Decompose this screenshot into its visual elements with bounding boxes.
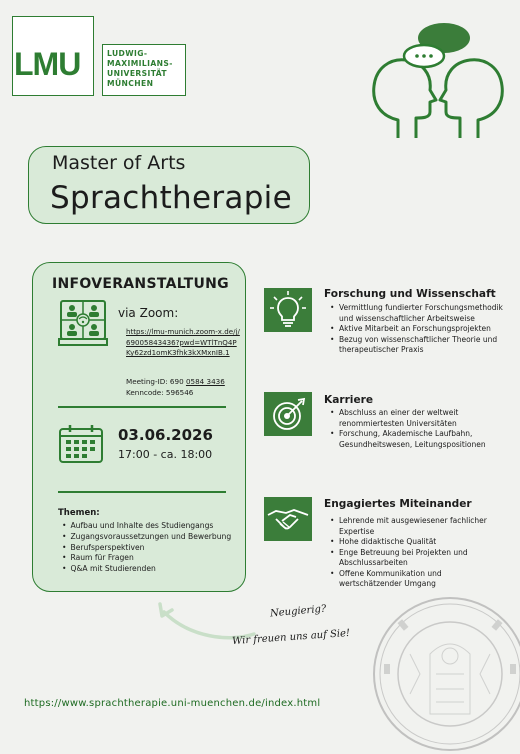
target-icon (264, 392, 312, 436)
divider (58, 406, 226, 408)
list-item: • Lehrende mit ausgewiesener fachlicher Expertise (326, 516, 502, 537)
list-item: • Berufsperspektiven (62, 543, 231, 554)
list-item: • Enge Betreuung bei Projekten und Abschlussarbeiten (326, 548, 502, 569)
lmu-logo-mark: LMU (14, 46, 81, 82)
logo-line: LUDWIG- (107, 49, 148, 58)
university-seal-icon (370, 594, 520, 754)
event-time: 17:00 - ca. 18:00 (118, 448, 213, 461)
list-item: • Aufbau und Inhalte des Studiengangs (62, 521, 231, 532)
logo-line: MÜNCHEN (107, 79, 154, 88)
themes-list (62, 521, 231, 575)
feature-title: Karriere (324, 394, 374, 406)
meeting-details (126, 377, 225, 398)
list-item: • Q&A mit Studierenden (62, 564, 231, 575)
logo-line: UNIVERSITÄT (107, 69, 168, 78)
list-item: • Aktive Mitarbeit an Forschungsprojekten (326, 324, 506, 335)
handwritten-question: Neugierig? (269, 603, 327, 620)
degree-label: Master of Arts (52, 152, 186, 174)
zoom-link[interactable]: https://lmu-munich.zoom-x.de/j/69005843436?pwd=WTlTnQ4PKy62zd1omK3fhk3kXMxnIB.1 (126, 327, 240, 357)
list-item: • Bezug von wissenschaftlicher Theorie und therapeutischer Praxis (326, 335, 506, 356)
feature-list (326, 408, 498, 450)
video-conference-icon (58, 298, 108, 352)
feature-title: Engagiertes Miteinander (324, 498, 472, 510)
curved-arrow-icon (150, 598, 260, 640)
passcode: Kenncode: 596546 (126, 387, 194, 397)
handshake-icon (264, 497, 312, 541)
list-item: • Abschluss an einer der weltweit renommiertesten Universitäten (326, 408, 498, 429)
zoom-label: via Zoom: (118, 306, 179, 320)
divider (58, 491, 226, 493)
handwritten-welcome: Wir freuen uns auf Sie! (231, 627, 351, 648)
feature-list (326, 303, 506, 356)
logo-line: MAXIMILIANS- (107, 59, 173, 68)
themes-heading: Themen: (58, 508, 100, 518)
meeting-id: Meeting-ID: 690 0584 3436 (126, 377, 225, 386)
list-item: • Hohe didaktische Qualität (326, 537, 502, 548)
list-item: • Vermittlung fundierter Forschungsmethodik und wissenschaftlicher Arbeitsweise (326, 303, 506, 324)
program-title: Sprachtherapie (50, 180, 292, 216)
calendar-icon (58, 424, 104, 464)
conversation-heads-icon (360, 20, 510, 140)
program-website-link[interactable]: https://www.sprachtherapie.uni-muenchen.de/index.html (24, 698, 321, 709)
list-item: • Raum für Fragen (62, 553, 231, 564)
lmu-logo-text (102, 44, 186, 96)
list-item: • Forschung, Akademische Laufbahn, Gesundheitswesen, Leitungspositionen (326, 429, 498, 450)
feature-list (326, 516, 502, 590)
event-date: 03.06.2026 (118, 426, 213, 444)
feature-title: Forschung und Wissenschaft (324, 288, 496, 300)
list-item: • Zugangsvoraussetzungen und Bewerbung (62, 532, 231, 543)
list-item: • Offene Kommunikation und wertschätzender Umgang (326, 569, 502, 590)
lightbulb-icon (264, 288, 312, 332)
info-heading: INFOVERANSTALTUNG (52, 276, 229, 292)
